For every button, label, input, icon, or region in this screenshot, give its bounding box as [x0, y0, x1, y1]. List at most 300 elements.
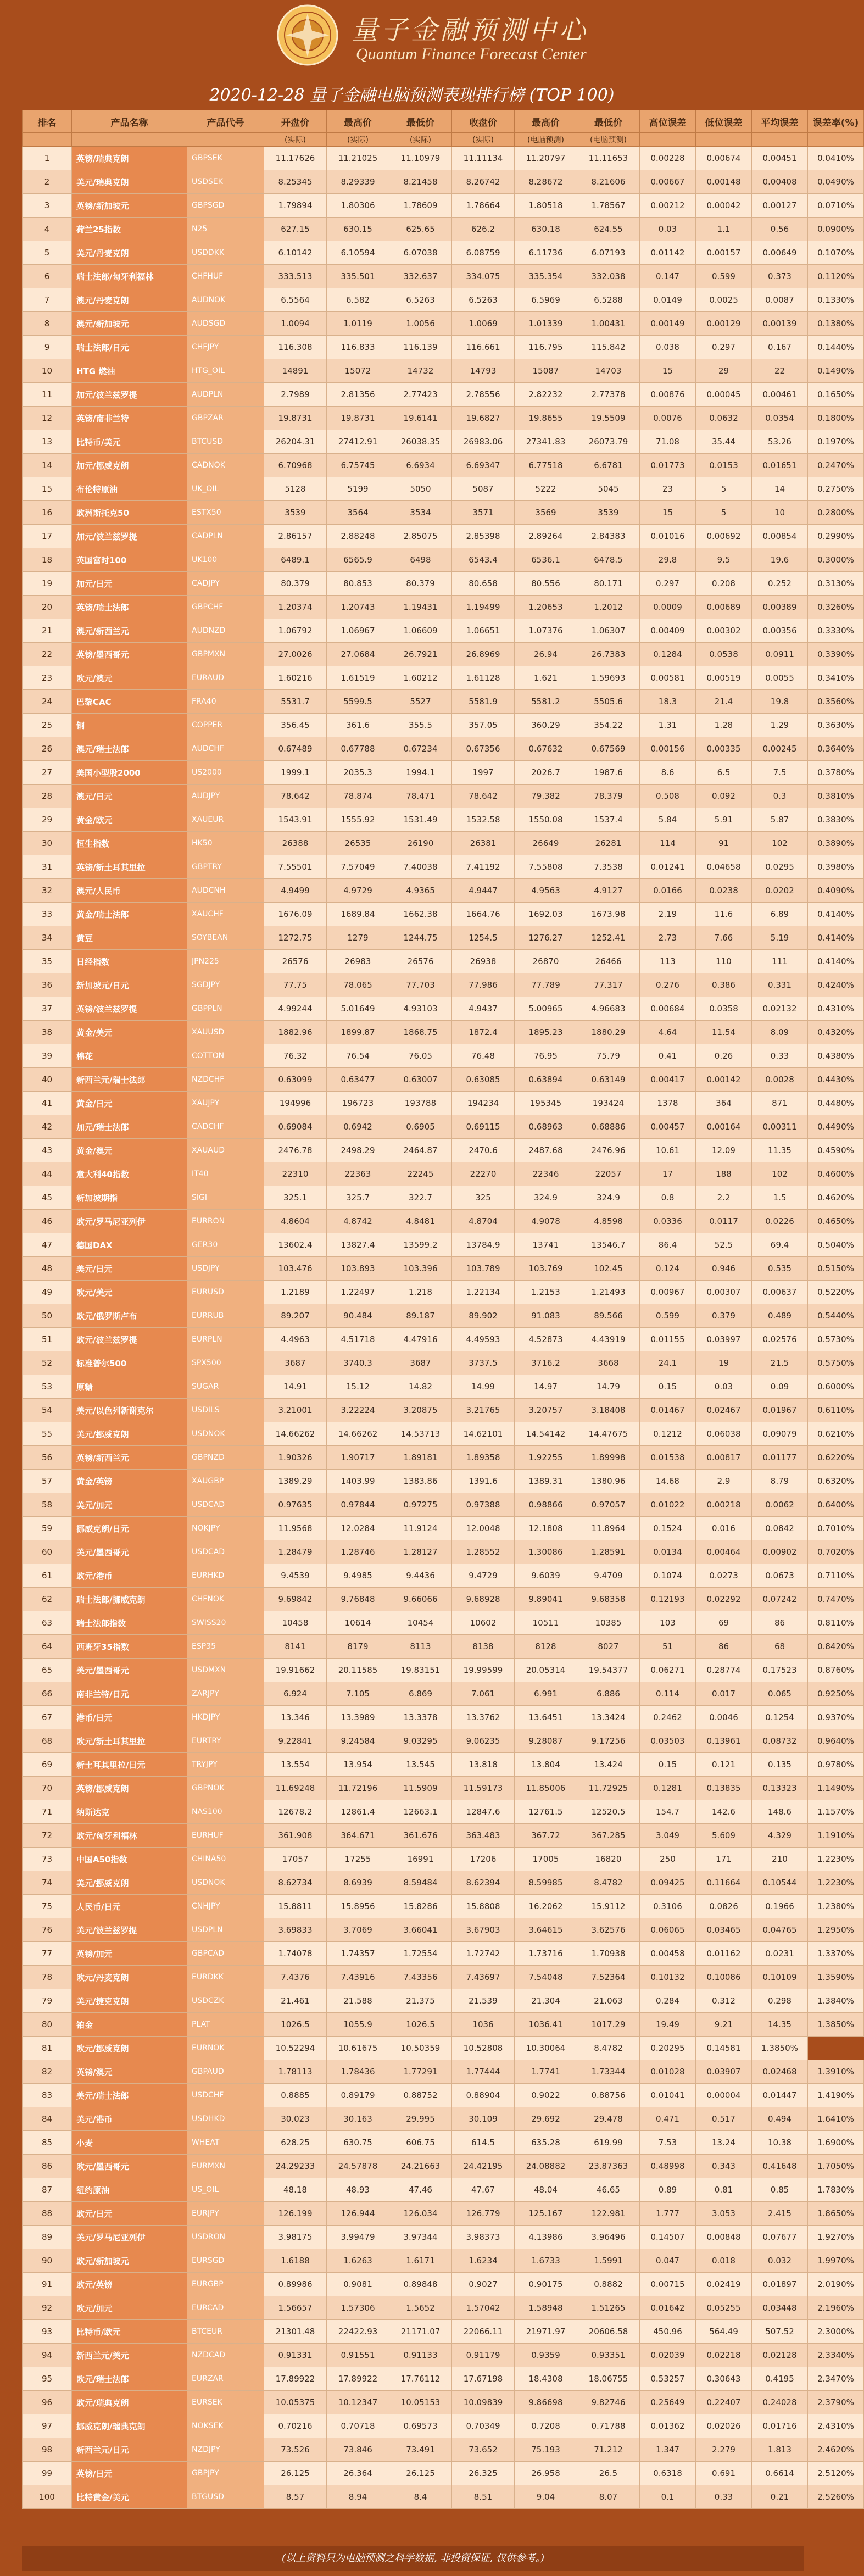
product-code-cell: XAUGBP: [187, 1470, 264, 1493]
open-price-cell: 1.6188: [264, 2249, 327, 2273]
error-rate-cell: 1.1910%: [808, 1824, 864, 1848]
high-error-cell: 0.01041: [640, 2084, 696, 2107]
product-code-cell: SIGI: [187, 1186, 264, 1210]
table-row: [23, 2107, 864, 2131]
table-row: [23, 1895, 864, 1918]
high-error-cell: 0.01016: [640, 525, 696, 548]
high-error-cell: 250: [640, 1848, 696, 1871]
rank-cell: 25: [23, 714, 72, 737]
error-rate-cell: 0.2990%: [808, 525, 864, 548]
high-actual-cell: 1.57306: [327, 2296, 389, 2320]
low-forecast-cell: 1.00431: [577, 312, 640, 336]
average-error-cell: 0.535: [752, 1257, 808, 1281]
high-forecast-cell: 9.28087: [515, 1729, 577, 1753]
close-price-cell: 19.99599: [452, 1659, 515, 1682]
product-code-cell: CNHJPY: [187, 1895, 264, 1918]
error-rate-cell: 1.6900%: [808, 2131, 864, 2155]
table-row: [23, 1470, 864, 1493]
low-forecast-cell: 71.212: [577, 2438, 640, 2462]
product-name-cell: 新西兰元/瑞士法郎: [72, 1068, 187, 1092]
table-row: [23, 1186, 864, 1210]
rank-cell: 11: [23, 383, 72, 407]
high-forecast-cell: 24.08882: [515, 2155, 577, 2178]
high-forecast-cell: 4.9563: [515, 879, 577, 903]
high-actual-cell: 20.11585: [327, 1659, 389, 1682]
product-name-cell: 新西兰元/日元: [72, 2438, 187, 2462]
high-forecast-cell: 1.7741: [515, 2060, 577, 2084]
low-actual-cell: 3.20875: [389, 1399, 452, 1422]
rank-cell: 79: [23, 1989, 72, 2013]
high-forecast-cell: 1.07376: [515, 619, 577, 643]
high-forecast-cell: 1276.27: [515, 926, 577, 950]
rank-cell: 30: [23, 832, 72, 855]
close-price-cell: 76.48: [452, 1044, 515, 1068]
table-row: [23, 737, 864, 761]
low-forecast-cell: 13.3424: [577, 1706, 640, 1729]
table-row: [23, 548, 864, 572]
error-rate-cell: 0.2470%: [808, 454, 864, 477]
column-subheader: (实际): [327, 133, 389, 147]
close-price-cell: 1.89358: [452, 1446, 515, 1470]
low-forecast-cell: 1.06307: [577, 619, 640, 643]
high-error-cell: 18.3: [640, 690, 696, 714]
high-forecast-cell: 11.85006: [515, 1777, 577, 1800]
product-name-cell: 小麦: [72, 2131, 187, 2155]
low-error-cell: 0.0153: [696, 454, 752, 477]
high-forecast-cell: 6536.1: [515, 548, 577, 572]
low-forecast-cell: 16820: [577, 1848, 640, 1871]
product-code-cell: AUDPLN: [187, 383, 264, 407]
product-name-cell: 欧元/澳元: [72, 666, 187, 690]
rank-cell: 59: [23, 1517, 72, 1540]
high-actual-cell: 0.97844: [327, 1493, 389, 1517]
close-price-cell: 5581.9: [452, 690, 515, 714]
high-forecast-cell: 5222: [515, 477, 577, 501]
average-error-cell: 68: [752, 1635, 808, 1659]
high-forecast-cell: 10511: [515, 1611, 577, 1635]
high-error-cell: 15: [640, 501, 696, 525]
product-name-cell: 新加坡元/日元: [72, 973, 187, 997]
low-forecast-cell: 8027: [577, 1635, 640, 1659]
close-price-cell: 6.69347: [452, 454, 515, 477]
product-name-cell: 欧元/丹麦克朗: [72, 1966, 187, 1989]
open-price-cell: 11.17626: [264, 147, 327, 170]
product-name-cell: 加元/瑞士法郎: [72, 1115, 187, 1139]
open-price-cell: 8141: [264, 1635, 327, 1659]
low-error-cell: 0.017: [696, 1682, 752, 1706]
low-actual-cell: 4.8481: [389, 1210, 452, 1233]
table-row: [23, 2273, 864, 2296]
high-forecast-cell: 27341.83: [515, 430, 577, 454]
product-name-cell: 美元/波兰兹罗提: [72, 1918, 187, 1942]
average-error-cell: 2.415: [752, 2202, 808, 2226]
rank-cell: 53: [23, 1375, 72, 1399]
table-row: [23, 2296, 864, 2320]
high-forecast-cell: 116.795: [515, 336, 577, 359]
rank-cell: 41: [23, 1092, 72, 1115]
close-price-cell: 12847.6: [452, 1800, 515, 1824]
product-code-cell: USDHKD: [187, 2107, 264, 2131]
low-forecast-cell: 0.8882: [577, 2273, 640, 2296]
low-actual-cell: 7.40038: [389, 855, 452, 879]
high-actual-cell: 30.163: [327, 2107, 389, 2131]
column-header: 高位误差: [640, 110, 696, 133]
product-code-cell: ESTX50: [187, 501, 264, 525]
open-price-cell: 26.125: [264, 2462, 327, 2485]
rank-cell: 4: [23, 218, 72, 241]
product-code-cell: EURNOK: [187, 2037, 264, 2060]
product-code-cell: HTG_OIL: [187, 359, 264, 383]
open-price-cell: 24.29233: [264, 2155, 327, 2178]
error-rate-cell: 0.4140%: [808, 903, 864, 926]
product-name-cell: 新西兰元/美元: [72, 2344, 187, 2367]
high-forecast-cell: 0.9022: [515, 2084, 577, 2107]
column-subheader: [696, 133, 752, 147]
error-rate-cell: 0.3390%: [808, 643, 864, 666]
high-actual-cell: 13827.4: [327, 1233, 389, 1257]
high-error-cell: 154.7: [640, 1800, 696, 1824]
low-error-cell: 0.03907: [696, 2060, 752, 2084]
low-forecast-cell: 6.6781: [577, 454, 640, 477]
ranking-table: [22, 110, 864, 2509]
low-forecast-cell: 1.89998: [577, 1446, 640, 1470]
high-forecast-cell: 6.5969: [515, 288, 577, 312]
close-price-cell: 4.9447: [452, 879, 515, 903]
high-error-cell: 0.15: [640, 1375, 696, 1399]
high-actual-cell: 22363: [327, 1162, 389, 1186]
close-price-cell: 1.06651: [452, 619, 515, 643]
error-rate-cell: 0.5730%: [808, 1328, 864, 1351]
low-actual-cell: 1.72554: [389, 1942, 452, 1966]
close-price-cell: 8138: [452, 1635, 515, 1659]
high-forecast-cell: 21971.97: [515, 2320, 577, 2344]
average-error-cell: 86: [752, 1611, 808, 1635]
low-error-cell: 52.5: [696, 1233, 752, 1257]
product-code-cell: AUDNOK: [187, 288, 264, 312]
average-error-cell: 0.02576: [752, 1328, 808, 1351]
rank-cell: 66: [23, 1682, 72, 1706]
high-error-cell: 0.0076: [640, 407, 696, 430]
high-forecast-cell: 26870: [515, 950, 577, 973]
low-actual-cell: 8.4: [389, 2485, 452, 2509]
open-price-cell: 0.69084: [264, 1115, 327, 1139]
high-actual-cell: 1.74357: [327, 1942, 389, 1966]
close-price-cell: 3737.5: [452, 1351, 515, 1375]
average-error-cell: 1.813: [752, 2438, 808, 2462]
open-price-cell: 5128: [264, 477, 327, 501]
open-price-cell: 0.89986: [264, 2273, 327, 2296]
product-code-cell: CHFNOK: [187, 1588, 264, 1611]
low-forecast-cell: 324.9: [577, 1186, 640, 1210]
close-price-cell: 24.42195: [452, 2155, 515, 2178]
average-error-cell: 0.6614: [752, 2462, 808, 2485]
high-forecast-cell: 4.52873: [515, 1328, 577, 1351]
column-subheader: [808, 133, 864, 147]
average-error-cell: 102: [752, 1162, 808, 1186]
product-code-cell: GBPPLN: [187, 997, 264, 1021]
high-error-cell: 0.00149: [640, 312, 696, 336]
high-actual-cell: 10.61675: [327, 2037, 389, 2060]
rank-cell: 49: [23, 1281, 72, 1304]
low-actual-cell: 26190: [389, 832, 452, 855]
rank-cell: 92: [23, 2296, 72, 2320]
high-actual-cell: 196723: [327, 1092, 389, 1115]
open-price-cell: 9.4539: [264, 1564, 327, 1588]
error-rate-cell: 0.3330%: [808, 619, 864, 643]
rank-cell: 57: [23, 1470, 72, 1493]
low-error-cell: 0.05255: [696, 2296, 752, 2320]
table-row: [23, 147, 864, 170]
rank-cell: 15: [23, 477, 72, 501]
error-rate-cell: 0.1440%: [808, 336, 864, 359]
product-code-cell: EURRUB: [187, 1304, 264, 1328]
low-actual-cell: 3.66041: [389, 1918, 452, 1942]
high-forecast-cell: 0.7208: [515, 2414, 577, 2438]
high-error-cell: 0.00409: [640, 619, 696, 643]
high-error-cell: 0.01773: [640, 454, 696, 477]
table-row: [23, 1753, 864, 1777]
low-error-cell: 364: [696, 1092, 752, 1115]
rank-cell: 95: [23, 2367, 72, 2391]
high-actual-cell: 325.7: [327, 1186, 389, 1210]
error-rate-cell: 0.6400%: [808, 1493, 864, 1517]
low-actual-cell: 7.43356: [389, 1966, 452, 1989]
table-row: [23, 666, 864, 690]
open-price-cell: 10458: [264, 1611, 327, 1635]
table-row: [23, 1351, 864, 1375]
low-actual-cell: 12663.1: [389, 1800, 452, 1824]
product-code-cell: EURCAD: [187, 2296, 264, 2320]
column-header: 最高价: [327, 110, 389, 133]
low-forecast-cell: 19.5509: [577, 407, 640, 430]
low-actual-cell: 6.07038: [389, 241, 452, 265]
close-price-cell: 26.325: [452, 2462, 515, 2485]
product-code-cell: WHEAT: [187, 2131, 264, 2155]
product-name-cell: 南非兰特/日元: [72, 1682, 187, 1706]
rank-cell: 37: [23, 997, 72, 1021]
open-price-cell: 17057: [264, 1848, 327, 1871]
low-error-cell: 11.6: [696, 903, 752, 926]
table-header: [23, 110, 864, 147]
error-rate-cell: 0.0490%: [808, 170, 864, 194]
high-error-cell: 0.06271: [640, 1659, 696, 1682]
high-error-cell: 0.1212: [640, 1422, 696, 1446]
table-row: [23, 2414, 864, 2438]
high-forecast-cell: 367.72: [515, 1824, 577, 1848]
column-subheader: [72, 133, 187, 147]
close-price-cell: 2470.6: [452, 1139, 515, 1162]
high-error-cell: 0.8: [640, 1186, 696, 1210]
low-actual-cell: 14.53713: [389, 1422, 452, 1446]
error-rate-cell: 0.5220%: [808, 1281, 864, 1304]
product-code-cell: SUGAR: [187, 1375, 264, 1399]
low-forecast-cell: 0.88756: [577, 2084, 640, 2107]
product-name-cell: 纽约原油: [72, 2178, 187, 2202]
rank-cell: 1: [23, 147, 72, 170]
error-rate-cell: 0.3560%: [808, 690, 864, 714]
average-error-cell: 0.02128: [752, 2344, 808, 2367]
open-price-cell: 126.199: [264, 2202, 327, 2226]
rank-cell: 68: [23, 1729, 72, 1753]
low-forecast-cell: 29.478: [577, 2107, 640, 2131]
product-name-cell: 美元/丹麦克朗: [72, 241, 187, 265]
average-error-cell: 7.5: [752, 761, 808, 785]
open-price-cell: 1.79894: [264, 194, 327, 218]
high-forecast-cell: 0.9359: [515, 2344, 577, 2367]
low-error-cell: 0.343: [696, 2155, 752, 2178]
open-price-cell: 1.56657: [264, 2296, 327, 2320]
low-actual-cell: 1.60212: [389, 666, 452, 690]
average-error-cell: 0.00127: [752, 194, 808, 218]
high-actual-cell: 0.6942: [327, 1115, 389, 1139]
average-error-cell: 0.00311: [752, 1115, 808, 1139]
table-row: [23, 430, 864, 454]
error-rate-cell: 0.1120%: [808, 265, 864, 288]
open-price-cell: 11.69248: [264, 1777, 327, 1800]
average-error-cell: 0.01177: [752, 1446, 808, 1470]
table-row: [23, 1517, 864, 1540]
low-error-cell: 7.66: [696, 926, 752, 950]
rank-cell: 8: [23, 312, 72, 336]
low-error-cell: 9.5: [696, 548, 752, 572]
column-subheader: [752, 133, 808, 147]
error-rate-cell: 1.4190%: [808, 2084, 864, 2107]
open-price-cell: 3.98175: [264, 2226, 327, 2249]
table-row: [23, 926, 864, 950]
low-actual-cell: 1.218: [389, 1281, 452, 1304]
close-price-cell: 26381: [452, 832, 515, 855]
error-rate-cell: 0.1970%: [808, 430, 864, 454]
average-error-cell: 0.00902: [752, 1540, 808, 1564]
low-forecast-cell: 4.96683: [577, 997, 640, 1021]
high-error-cell: 0.01142: [640, 241, 696, 265]
low-actual-cell: 80.379: [389, 572, 452, 596]
product-code-cell: XAUEUR: [187, 808, 264, 832]
low-actual-cell: 21.375: [389, 1989, 452, 2013]
low-forecast-cell: 332.038: [577, 265, 640, 288]
table-row: [23, 2367, 864, 2391]
low-forecast-cell: 89.566: [577, 1304, 640, 1328]
rank-cell: 39: [23, 1044, 72, 1068]
high-forecast-cell: 11.20797: [515, 147, 577, 170]
high-actual-cell: 116.833: [327, 336, 389, 359]
low-error-cell: 29: [696, 359, 752, 383]
product-code-cell: EURAUD: [187, 666, 264, 690]
error-rate-cell: 0.8420%: [808, 1635, 864, 1659]
product-code-cell: GBPJPY: [187, 2462, 264, 2485]
average-error-cell: 5.87: [752, 808, 808, 832]
low-error-cell: 0.00817: [696, 1446, 752, 1470]
product-name-cell: 美元/墨西哥元: [72, 1540, 187, 1564]
high-actual-cell: 3564: [327, 501, 389, 525]
open-price-cell: 89.207: [264, 1304, 327, 1328]
high-forecast-cell: 7.55808: [515, 855, 577, 879]
low-error-cell: 0.00004: [696, 2084, 752, 2107]
low-actual-cell: 0.89848: [389, 2273, 452, 2296]
rank-cell: 16: [23, 501, 72, 525]
high-actual-cell: 0.67788: [327, 737, 389, 761]
close-price-cell: 1.78664: [452, 194, 515, 218]
product-name-cell: 瑞士法郎指数: [72, 1611, 187, 1635]
close-price-cell: 73.652: [452, 2438, 515, 2462]
high-error-cell: 0.01362: [640, 2414, 696, 2438]
low-actual-cell: 8113: [389, 1635, 452, 1659]
close-price-cell: 1997: [452, 761, 515, 785]
high-forecast-cell: 1036.41: [515, 2013, 577, 2037]
product-name-cell: 英镑/波兰兹罗提: [72, 997, 187, 1021]
high-forecast-cell: 1550.08: [515, 808, 577, 832]
high-actual-cell: 2035.3: [327, 761, 389, 785]
product-code-cell: COTTON: [187, 1044, 264, 1068]
error-rate-cell: 0.3810%: [808, 785, 864, 808]
rank-cell: 94: [23, 2344, 72, 2367]
open-price-cell: 0.97635: [264, 1493, 327, 1517]
error-rate-cell: 2.0190%: [808, 2273, 864, 2296]
high-actual-cell: 12861.4: [327, 1800, 389, 1824]
table-row: [23, 2131, 864, 2155]
table-row: [23, 785, 864, 808]
product-name-cell: 英镑/加元: [72, 1942, 187, 1966]
low-actual-cell: 355.5: [389, 714, 452, 737]
average-error-cell: 0.09: [752, 1375, 808, 1399]
low-error-cell: 0.517: [696, 2107, 752, 2131]
close-price-cell: 9.06235: [452, 1729, 515, 1753]
high-actual-cell: 4.51718: [327, 1328, 389, 1351]
product-code-cell: EURGBP: [187, 2273, 264, 2296]
table-row: [23, 1493, 864, 1517]
product-name-cell: 美元/瑞士法郎: [72, 2084, 187, 2107]
high-forecast-cell: 48.04: [515, 2178, 577, 2202]
product-code-cell: JPN225: [187, 950, 264, 973]
high-actual-cell: 10614: [327, 1611, 389, 1635]
product-name-cell: 欧元/港币: [72, 1564, 187, 1588]
high-error-cell: 1378: [640, 1092, 696, 1115]
open-price-cell: 12678.2: [264, 1800, 327, 1824]
low-forecast-cell: 26.7383: [577, 643, 640, 666]
rank-cell: 14: [23, 454, 72, 477]
open-price-cell: 0.70216: [264, 2414, 327, 2438]
close-price-cell: 0.91179: [452, 2344, 515, 2367]
low-forecast-cell: 11.11653: [577, 147, 640, 170]
high-actual-cell: 9.4985: [327, 1564, 389, 1588]
low-actual-cell: 4.9365: [389, 879, 452, 903]
error-rate-cell: 0.3410%: [808, 666, 864, 690]
table-row: [23, 1989, 864, 2013]
open-price-cell: 10.05375: [264, 2391, 327, 2414]
high-actual-cell: 8.6939: [327, 1871, 389, 1895]
high-actual-cell: 3.7069: [327, 1918, 389, 1942]
close-price-cell: 19.6827: [452, 407, 515, 430]
low-forecast-cell: 21.063: [577, 1989, 640, 2013]
low-error-cell: 0.691: [696, 2462, 752, 2485]
low-forecast-cell: 75.79: [577, 1044, 640, 1068]
rank-cell: 55: [23, 1422, 72, 1446]
table-row: [23, 903, 864, 926]
low-forecast-cell: 1.73344: [577, 2060, 640, 2084]
high-error-cell: 0.124: [640, 1257, 696, 1281]
table-row: [23, 2485, 864, 2509]
low-forecast-cell: 619.99: [577, 2131, 640, 2155]
open-price-cell: 1.78113: [264, 2060, 327, 2084]
rank-cell: 18: [23, 548, 72, 572]
low-actual-cell: 10454: [389, 1611, 452, 1635]
average-error-cell: 210: [752, 1848, 808, 1871]
low-forecast-cell: 14703: [577, 359, 640, 383]
table-row: [23, 1540, 864, 1564]
open-price-cell: 26388: [264, 832, 327, 855]
high-actual-cell: 630.75: [327, 2131, 389, 2155]
open-price-cell: 1.60216: [264, 666, 327, 690]
